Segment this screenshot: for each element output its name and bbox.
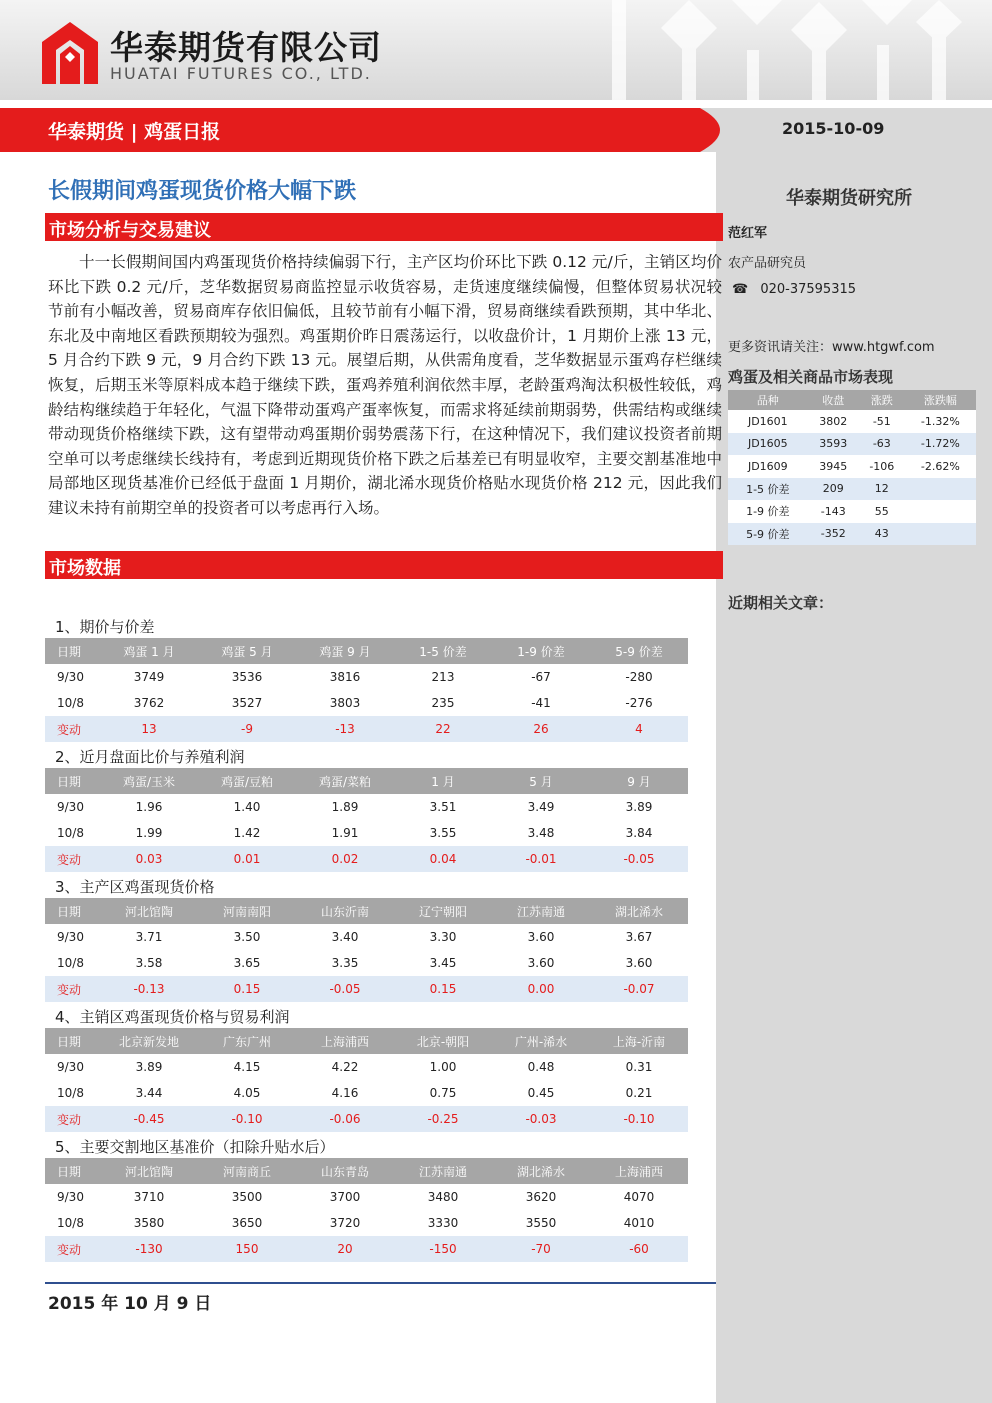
- banner-title: 华泰期货 | 鸡蛋日报: [48, 121, 221, 143]
- table-header-row: 日期 河北馆陶 河南南阳 山东沂南 辽宁朝阳 江苏南通 湖北浠水: [45, 898, 688, 924]
- section-header-market-data: 市场数据: [45, 551, 723, 579]
- footer-divider: [45, 1282, 716, 1284]
- table-row: 9/30 3.89 4.15 4.22 1.00 0.48 0.31: [57, 1060, 653, 1074]
- section-header-analysis: 市场分析与交易建议: [45, 213, 723, 241]
- futures-spread-table: [45, 638, 688, 742]
- table-header-row: 日期 鸡蛋/玉米 鸡蛋/豆粕 鸡蛋/菜粕 1 月 5 月 9 月: [45, 768, 688, 794]
- production-spot-price-table: [45, 898, 688, 1002]
- analyst-title: 农产品研究员: [728, 256, 807, 271]
- change-row: 变动 -0.13 0.15 -0.05 0.15 0.00 -0.07: [45, 976, 688, 1002]
- table-row: JD1609 3945 -106 -2.62%: [728, 455, 976, 478]
- table-title: 1、期价与价差: [55, 618, 155, 636]
- table-row: 10/8 3762 3527 3803 235 -41 -276: [57, 696, 653, 710]
- institute-name: 华泰期货研究所: [786, 188, 912, 209]
- table-row: 9/30 3749 3536 3816 213 -67 -280: [57, 670, 653, 684]
- table-row: 9/30 1.96 1.40 1.89 3.51 3.49 3.89: [57, 800, 653, 814]
- huatai-logo-icon: [42, 22, 98, 84]
- table-row: 9/30 3.71 3.50 3.40 3.30 3.60 3.67: [57, 930, 653, 944]
- table-header-cell: 品种: [728, 390, 808, 410]
- sidebar: [716, 152, 992, 1403]
- table-header-cell: 收盘: [808, 390, 859, 410]
- change-row: 变动 13 -9 -13 22 26 4: [45, 716, 688, 742]
- recent-articles-title: 近期相关文章：: [728, 594, 834, 612]
- table-row: 1-9 价差 -143 55: [728, 500, 976, 523]
- table-row: 5-9 价差 -352 43: [728, 523, 976, 546]
- table-row: 10/8 1.99 1.42 1.91 3.55 3.48 3.84: [57, 826, 653, 840]
- sales-spot-price-table: [45, 1028, 688, 1132]
- table-header-row: 日期 北京新发地 广东广州 上海浦西 北京-朝阳 广州-浠水 上海-沂南: [45, 1028, 688, 1054]
- table-row: 9/30 3710 3500 3700 3480 3620 4070: [57, 1190, 655, 1204]
- table-title: 2、近月盘面比价与养殖利润: [55, 748, 245, 766]
- report-banner: [0, 108, 992, 152]
- page-header: [0, 0, 992, 100]
- table-header-cell: 涨跌: [859, 390, 905, 410]
- report-title: 长假期间鸡蛋现货价格大幅下跌: [48, 179, 357, 204]
- table-row: 10/8 3.58 3.65 3.35 3.45 3.60 3.60: [57, 956, 653, 970]
- table-title: 4、主销区鸡蛋现货价格与贸易利润: [55, 1008, 290, 1026]
- table-row: 10/8 3.44 4.05 4.16 0.75 0.45 0.21: [57, 1086, 653, 1100]
- analyst-name: 范红军: [728, 226, 768, 241]
- table-row: JD1601 3802 -51 -1.32%: [728, 410, 976, 433]
- delivery-base-price-table: [45, 1158, 688, 1262]
- analyst-phone: ☎ 020-37595315: [732, 282, 857, 297]
- company-name-cn: 华泰期货有限公司: [110, 28, 382, 67]
- report-date: 2015-10-09: [782, 119, 885, 138]
- table-title: 3、主产区鸡蛋现货价格: [55, 878, 215, 896]
- footer-date: 2015 年 10 月 9 日: [48, 1294, 212, 1314]
- phone-icon: ☎: [732, 282, 749, 297]
- table-header-row: 日期 鸡蛋 1 月 鸡蛋 5 月 鸡蛋 9 月 1-5 价差 1-9 价差 5-9 价差: [45, 638, 688, 664]
- decorative-shapes: [572, 0, 992, 100]
- table-row: JD1605 3593 -63 -1.72%: [728, 433, 976, 456]
- table-header-cell: 涨跌幅: [905, 390, 976, 410]
- table-header-row: 日期 河北馆陶 河南商丘 山东青岛 江苏南通 湖北浠水 上海浦西: [45, 1158, 688, 1184]
- company-name-en: HUATAI FUTURES CO., LTD.: [110, 64, 372, 83]
- change-row: 变动 -0.45 -0.10 -0.06 -0.25 -0.03 -0.10: [45, 1106, 688, 1132]
- analysis-paragraph: 十一长假期间国内鸡蛋现货价格持续偏弱下行，主产区均价环比下跌 0.12 元/斤，主销区均价环比下跌 0.2 元/斤，芝华数据贸易商监控显示收货容易，走货速度继续偏慢，但整体贸易状况较节前有小幅改善，贸易商库存依旧偏低，且较节前有小幅下滑，贸易商继续看跌预期，其中华北、东北及中南地区看跌预期较为强烈。鸡蛋期价昨日震荡运行，以收盘价计，1 月期价上涨 13 元，5 月合约下跌 9 元，9 月合约下跌 13 元。展望后期，从供需角度看，芝华数据显示蛋鸡存栏继续恢复，后期玉米等原料成本趋于继续下跌，蛋鸡养殖利润依然丰厚，老龄蛋鸡淘汰积极性较低，鸡龄结构继续趋于年轻化，气温下降带动蛋鸡产蛋率恢复，而需求将延续前期弱势，供需结构或继续带动现货价格继续下跌，这有望带动鸡蛋期价弱势震荡下行，在这种情况下，我们建议投资者前期空单可以考虑继续长线持有，考虑到近期现货价格下跌之后基差已有明显收窄，主要交割基准地中局部地区现货基准价已经低于盘面 1 月期价，湖北浠水现货价格贴水现货价格 212 元，因此我们建议未持有前期空单的投资者可以考虑再行入场。: [48, 253, 722, 517]
- market-performance-title: 鸡蛋及相关商品市场表现: [728, 368, 894, 386]
- change-row: 变动 0.03 0.01 0.02 0.04 -0.01 -0.05: [45, 846, 688, 872]
- change-row: 变动 -130 150 20 -150 -70 -60: [45, 1236, 688, 1262]
- more-info-link[interactable]: 更多资讯请关注：www.htgwf.com: [728, 340, 935, 355]
- table-title: 5、主要交割地区基准价（扣除升贴水后）: [55, 1138, 335, 1156]
- table-row: 1-5 价差 209 12: [728, 478, 976, 501]
- table-row: 10/8 3580 3650 3720 3330 3550 4010: [57, 1216, 655, 1230]
- market-performance-table: [728, 390, 976, 545]
- price-ratio-table: [45, 768, 688, 872]
